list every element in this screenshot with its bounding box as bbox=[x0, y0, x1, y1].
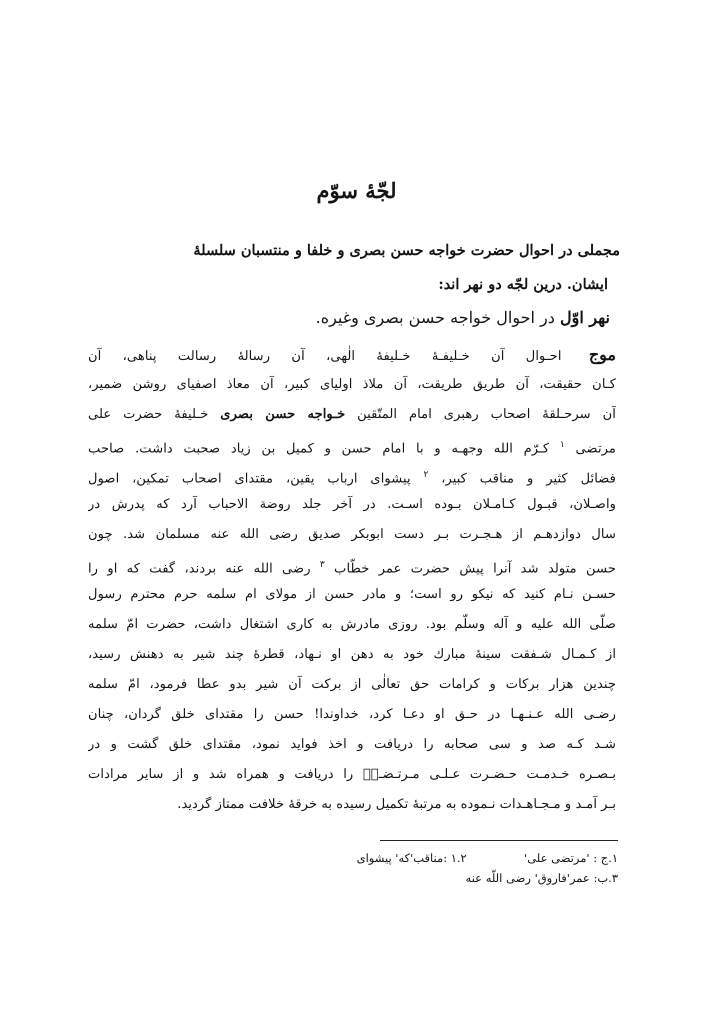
body-line: مرتضی $^۱$ کـرّم الله وجهـه و با امام حسن و کمیل بن زیاد صحبت داشت. صاحب bbox=[88, 440, 616, 457]
name-highlight: خـواجه حسن بصری bbox=[220, 407, 346, 422]
subsection-heading-rest: در احوال خواجه حسن بصری وغیره. bbox=[315, 308, 555, 327]
subsection-heading bbox=[200, 304, 610, 332]
footnote-marker: ۳ bbox=[319, 560, 325, 570]
body-line: حسـن نـام کنید که نیکو رو است؛ و مادر حسن از مولای ام سلمه حرم محترم رسول bbox=[88, 587, 616, 602]
body-line: چندین هزار برکات و کرامات حق تعالٰی از برکت آن شیر بدو عطا فرمود، امّ سلمه bbox=[88, 677, 616, 692]
section-heading-line-2: ایشان. درین لجّه دو نهر اند: bbox=[438, 276, 608, 293]
body-line: رضـی الله عـنـهـا در حـق او دعـا کرد، خداوندا! حسن را مقتدای خلق گردان، چنان bbox=[88, 707, 616, 722]
footnote-row bbox=[300, 868, 618, 888]
body-line: آن سرحـلقهٔ اصحاب رهبری امام المتّقین خـواجه حسن بصری خـلیفهٔ حضرت علی bbox=[88, 407, 616, 422]
footnote-marker: ۱ bbox=[559, 440, 565, 450]
subsection-heading-bold: نهر اوّل bbox=[559, 308, 610, 327]
body-line: موج احـوال آن خـلیفـهٔ خـلیفهٔ الٰهی، آن رسالهٔ رسالت پناهی، آن bbox=[88, 345, 616, 364]
chapter-title: لجّهٔ سوّم bbox=[316, 178, 397, 203]
body-line: بـر آمـد و مـجـاهـدات نـموده به مرتبهٔ تکمیل رسیده به خرقهٔ خلافت ممتاز گردید. bbox=[177, 797, 616, 812]
footnote-1: ۱.ج : 'مرتضی علی' bbox=[524, 851, 618, 865]
body-line: فضائل کثیر و مناقب کبیر، $^۲$ پیشوای ارباب یقین، مقتدای اصحاب تمکین، اصول bbox=[88, 470, 616, 487]
body-line: کـان حقیقت، آن طریق طریقت، آن ملاذ اولیای کبیر، آن معاذ اصفیای روشن ضمیر، bbox=[88, 377, 616, 392]
body-line: بـصـره خـدمـت حـضـرت عـلـی مـرتـضـیؑ را دریافت و همراه شد و از سایر مرادات bbox=[88, 767, 616, 782]
body-line: شـد کـه صد و سی صحابه را دریافت و اخذ فواید نمود، مقتدای خلق گشت و در bbox=[88, 737, 616, 752]
body-line: واصـلان، قبـول کـامـلان بـوده اسـت. در آخر جلد روضة الاحباب آرد که پدرش در bbox=[88, 497, 616, 512]
section-heading-line-1: مجملی در احوال حضرت خواجه حسن بصری و خلفا و منتسبان سلسلهٔ bbox=[193, 242, 620, 259]
lead-word: موج bbox=[588, 345, 616, 364]
body-line: صلّی الله علیه و آله وسلّم بود. روزی مادرش به کاری اشتغال داشت، حضرت امّ سلمه bbox=[88, 617, 616, 632]
body-line: سال دوازدهـم از هـجـرت بـر دست ابوبکر صدیق رضی الله عنه مسلمان شد. چون bbox=[88, 527, 616, 542]
body-line: از کـمـال شـفقت سینهٔ مبارك خود به دهن او نـهاد، قطرهٔ چند شیر به دهنش رسید، bbox=[88, 647, 616, 662]
footnote-3: ۳.ب: عمر'فاروق' رضی اللّه عنه bbox=[465, 871, 618, 885]
body-line: حسن متولد شد آنرا پیش حضرت عمر خطّاب $^۳$ رضی الله عنه بردند، گفت که او را bbox=[88, 560, 616, 577]
body-text bbox=[88, 340, 616, 820]
footnotes bbox=[300, 848, 618, 888]
footnote-row bbox=[300, 848, 618, 868]
footnote-2: ۱.۲ :مناقب'که' پیشوای bbox=[356, 851, 467, 865]
footnote-marker: ۲ bbox=[423, 470, 429, 480]
footnote-divider bbox=[380, 840, 618, 841]
